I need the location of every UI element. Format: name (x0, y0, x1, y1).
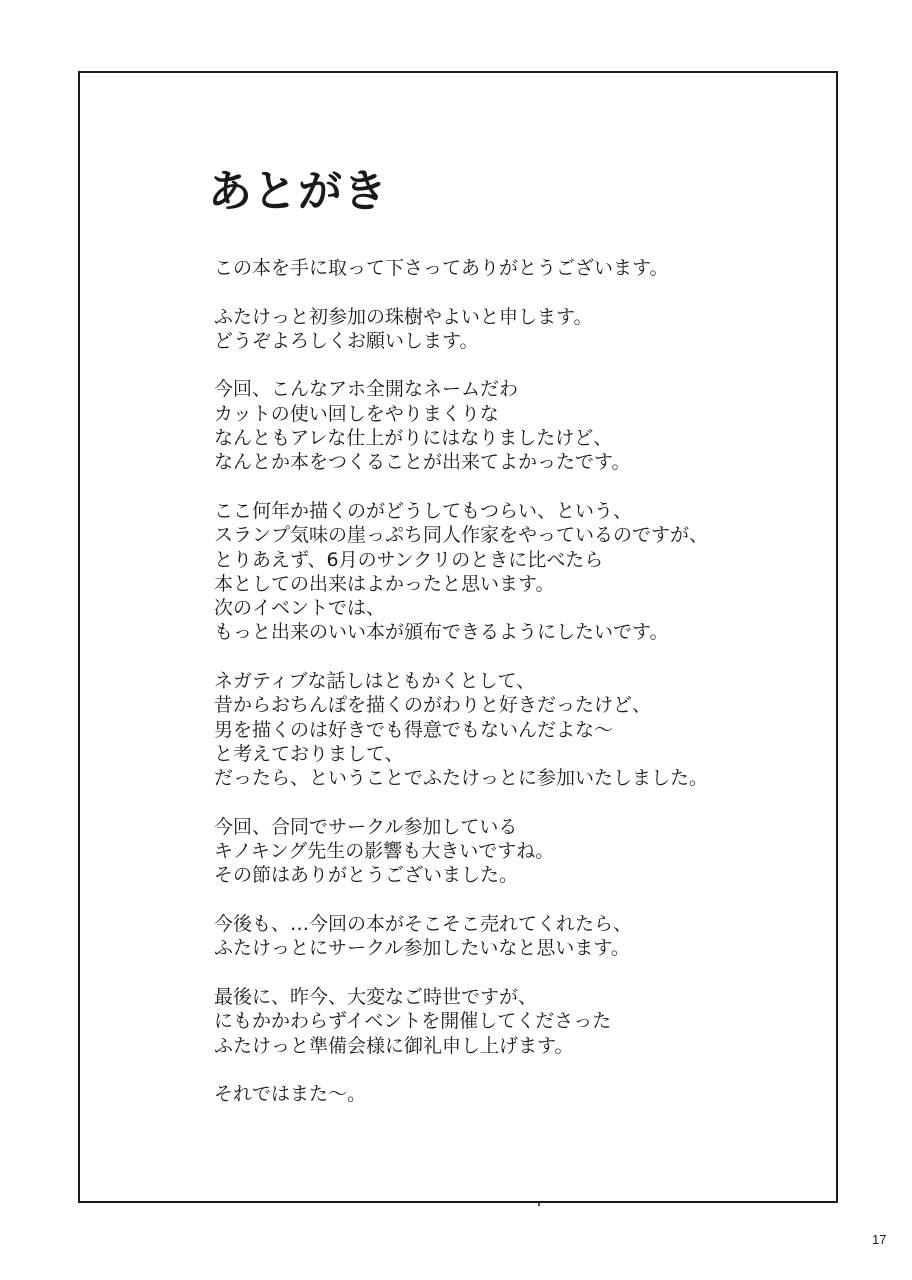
text-line: 今回、こんなアホ全開なネームだわ (214, 378, 519, 401)
page-number: 17 (872, 1232, 887, 1247)
paragraph (214, 256, 814, 280)
text-line: スランプ気味の崖っぷち同人作家をやっているのですが、 (214, 524, 709, 547)
afterword-body (214, 256, 814, 1131)
paragraph (214, 305, 814, 354)
text-line: 今回、合同でサークル参加している (214, 815, 518, 838)
text-line: 昔からおちんぽを描くのがわりと好きだったけど、 (214, 694, 652, 717)
text-line: なんとか本をつくることが出来てよかったです。 (214, 451, 631, 474)
text-line: 男を描くのは好きでも得意でもないんだよな～ (214, 718, 614, 741)
text-line: 今後も、…今回の本がそこそこ売れてくれたら、 (214, 913, 633, 936)
text-line: とりあえず、6月のサンクリのときに比べたら (214, 548, 604, 571)
text-line: ここ何年か描くのがどうしてもつらい、という、 (214, 499, 633, 522)
paragraph (214, 1082, 814, 1106)
text-line: と考えておりまして、 (214, 742, 404, 765)
paragraph (214, 499, 814, 645)
text-line: だったら、ということでふたけっとに参加いたしました。 (214, 767, 709, 790)
text-line: 本としての出来はよかったと思います。 (214, 572, 555, 595)
text-line: それではまた～。 (214, 1083, 367, 1106)
paragraph (214, 912, 814, 961)
text-line: ふたけっとにサークル参加したいなと思います。 (214, 937, 630, 960)
text-line: ふたけっと初参加の珠樹やよいと申します。 (214, 305, 593, 328)
text-line: 次のイベントでは、 (214, 597, 386, 620)
text-line: カットの使い回しをやりまくりな (214, 402, 499, 425)
text-line: その節はありがとうございました。 (214, 864, 519, 887)
paragraph (214, 985, 814, 1058)
page-title: あとがき (208, 166, 388, 217)
text-line: ふたけっと準備会様に御礼申し上げます。 (214, 1034, 574, 1057)
paragraph (214, 669, 814, 790)
text-line: もっと出来のいい本が頒布できるようにしたいです。 (214, 621, 669, 644)
text-line: ネガティブな話しはともかくとして、 (214, 670, 536, 693)
scan-speck (538, 1203, 540, 1206)
text-line: 最後に、昨今、大変なご時世ですが、 (214, 985, 538, 1008)
text-line: どうぞよろしくお願いします。 (214, 329, 479, 352)
paragraph (214, 815, 814, 888)
text-line: キノキング先生の影響も大きいですね。 (214, 840, 555, 863)
paragraph (214, 377, 814, 474)
text-line: この本を手に取って下さってありがとうございます。 (214, 257, 669, 279)
text-line: にもかかわらずイベントを開催してくださった (214, 1010, 612, 1033)
text-line: なんともアレな仕上がりにはなりましたけど、 (214, 427, 613, 450)
